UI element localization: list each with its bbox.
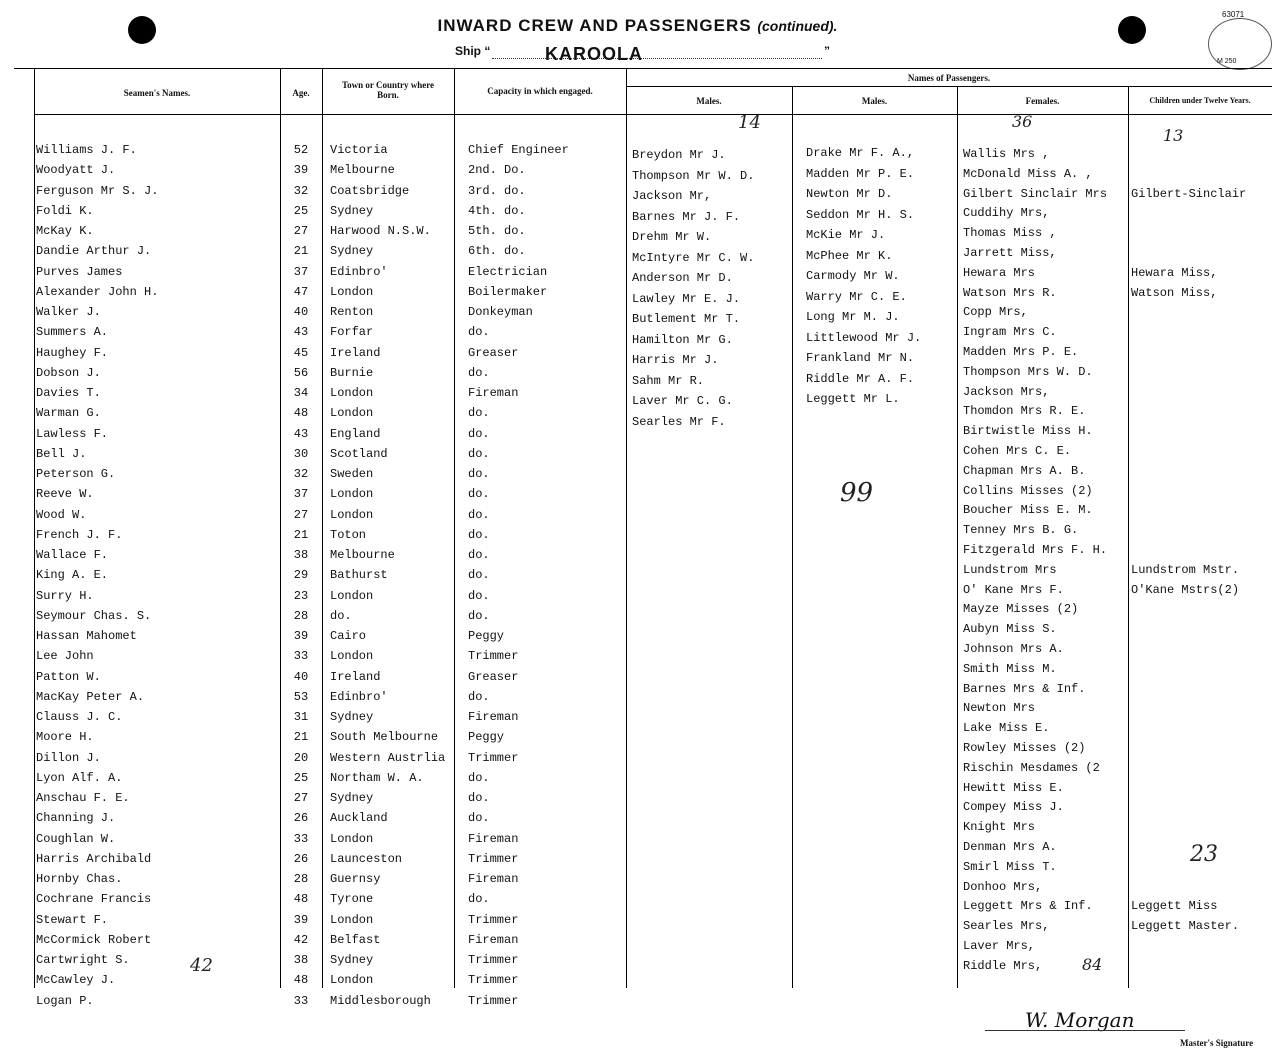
male-passenger: Carmody Mr W. (806, 269, 900, 283)
crew-name: Williams J. F. (36, 143, 137, 157)
crew-age: 32 (293, 467, 309, 481)
crew-age: 23 (293, 588, 309, 603)
male-passenger: Searles Mr F. (632, 414, 726, 429)
male-passenger: McPhee Mr K. (806, 248, 893, 263)
female-passenger: Copp Mrs, (963, 305, 1028, 320)
crew-town: London (330, 406, 374, 421)
crew-capacity: do. (468, 548, 490, 562)
master-signature: W. Morgan (1025, 1008, 1135, 1032)
female-passenger: Knight Mrs (963, 820, 1036, 835)
female-passenger: Johnson Mrs A. (963, 642, 1064, 656)
female-passenger: Gilbert Sinclair Mrs (963, 186, 1108, 201)
male-passenger: Warry Mr C. E. (806, 289, 907, 304)
crew-town: Melbourne (330, 163, 395, 178)
crew-name: King A. E. (36, 568, 109, 583)
crew-name: Alexander John H. (36, 284, 159, 299)
crew-town: Scotland (330, 446, 388, 461)
crew-age: 37 (293, 487, 309, 502)
col-divider-age (280, 68, 281, 988)
crew-capacity: Trimmer (468, 851, 519, 866)
header-bottom-border (34, 114, 1272, 115)
crew-name: Hassan Mahomet (36, 629, 137, 643)
crew-name: MacKay Peter A. (36, 689, 145, 704)
crew-age: 32 (293, 183, 309, 198)
female-passenger: Fitzgerald Mrs F. H. (963, 543, 1108, 557)
crew-town: London (330, 487, 374, 502)
crew-capacity: do. (468, 770, 490, 785)
crew-capacity: do. (468, 467, 490, 481)
crew-capacity: Fireman (468, 872, 519, 886)
crew-name: Peterson G. (36, 467, 116, 481)
crew-name: French J. F. (36, 527, 123, 542)
crew-age: 30 (293, 446, 309, 461)
female-passenger: McDonald Miss A. , (963, 166, 1093, 181)
crew-age: 31 (293, 710, 309, 724)
child-passenger: Watson Miss, (1131, 285, 1218, 300)
crew-name: Wallace F. (36, 548, 109, 562)
crew-age: 29 (293, 568, 309, 583)
col-divider-females (957, 86, 958, 988)
crew-capacity: do. (468, 608, 490, 623)
crew-town: Auckland (330, 811, 388, 826)
crew-age: 34 (293, 386, 309, 400)
ship-dotted-line (492, 44, 822, 59)
crew-age: 25 (293, 770, 309, 785)
crew-name: Patton W. (36, 669, 101, 684)
crew-town: Edinbro' (330, 689, 388, 704)
crew-town: Burnie (330, 365, 374, 380)
crew-name: McKay K. (36, 224, 94, 238)
female-passenger: O' Kane Mrs F. (963, 582, 1064, 597)
ship-name: KAROOLA (545, 44, 643, 64)
male-passenger: Laver Mr C. G. (632, 394, 733, 408)
female-passenger: Ingram Mrs C. (963, 325, 1057, 340)
female-passenger: Boucher Miss E. M. (963, 503, 1093, 518)
col-divider-left (34, 68, 35, 988)
crew-age: 40 (293, 305, 309, 319)
crew-age: 39 (293, 163, 309, 178)
crew-town: South Melbourne (330, 730, 439, 745)
crew-capacity: Trimmer (468, 973, 519, 988)
crew-age: 37 (293, 264, 309, 279)
crew-capacity: Trimmer (468, 953, 519, 967)
page-title: INWARD CREW AND PASSENGERS (continued). (437, 16, 838, 35)
crew-town: Sweden (330, 467, 374, 481)
crew-name: Anschau F. E. (36, 791, 130, 805)
male-passenger: Madden Mr P. E. (806, 166, 915, 181)
crew-age: 39 (293, 912, 309, 927)
crew-age: 38 (293, 953, 309, 967)
female-passenger: Chapman Mrs A. B. (963, 463, 1086, 478)
female-passenger: Riddle Mrs, (963, 958, 1043, 973)
male-passenger: Butlement Mr T. (632, 312, 741, 326)
crew-capacity: do. (468, 568, 490, 583)
crew-town: Sydney (330, 791, 374, 805)
crew-town: Renton (330, 305, 374, 319)
crew-name: Bell J. (36, 446, 87, 461)
crew-age: 40 (293, 669, 309, 684)
male-passenger: Riddle Mr A. F. (806, 371, 915, 386)
crew-margin-note: 42 (190, 955, 213, 976)
crew-capacity: Greaser (468, 345, 519, 360)
crew-town: Sydney (330, 203, 374, 218)
female-passenger: Searles Mrs, (963, 919, 1050, 934)
male-passenger: Drake Mr F. A., (806, 146, 915, 160)
crew-capacity: do. (468, 446, 490, 461)
signature-label: Master's Signature (1180, 1038, 1254, 1048)
female-passenger: Jarrett Miss, (963, 246, 1057, 260)
crew-capacity: do. (468, 689, 490, 704)
female-passenger: Cuddihy Mrs, (963, 206, 1050, 221)
female-passenger: Hewitt Miss E. (963, 780, 1064, 795)
crew-age: 26 (293, 851, 309, 866)
crew-name: Cartwright S. (36, 953, 130, 967)
crew-name: Seymour Chas. S. (36, 608, 152, 623)
crew-age: 26 (293, 811, 309, 826)
female-passenger: Barnes Mrs & Inf. (963, 681, 1086, 696)
crew-name: Reeve W. (36, 487, 94, 502)
male-passenger: Littlewood Mr J. (806, 330, 922, 345)
crew-age: 21 (293, 527, 309, 542)
female-passenger: Thomdon Mrs R. E. (963, 404, 1086, 419)
crew-name: Ferguson Mr S. J. (36, 183, 159, 198)
crew-age: 47 (293, 284, 309, 299)
crew-town: London (330, 973, 374, 988)
crew-name: Walker J. (36, 305, 101, 319)
crew-age: 33 (293, 831, 309, 846)
crew-town: Sydney (330, 710, 374, 724)
crew-capacity: Peggy (468, 730, 505, 745)
crew-capacity: Fireman (468, 932, 519, 947)
crew-name: Dandie Arthur J. (36, 244, 152, 259)
male-passenger: Jackson Mr, (632, 189, 712, 203)
crew-town: Victoria (330, 143, 388, 157)
crew-capacity: Boilermaker (468, 284, 548, 299)
child-passenger: Gilbert-Sinclair (1131, 186, 1247, 201)
male-passenger: Breydon Mr J. (632, 148, 726, 162)
crew-age: 42 (293, 932, 309, 947)
crew-town: London (330, 386, 374, 400)
crew-capacity: Chief Engineer (468, 143, 569, 157)
crew-name: McCawley J. (36, 973, 116, 988)
crew-capacity: do. (468, 588, 490, 603)
crew-age: 27 (293, 507, 309, 522)
crew-town: Middlesborough (330, 993, 431, 1008)
crew-capacity: do. (468, 507, 490, 522)
male-passenger: Leggett Mr L. (806, 392, 900, 406)
crew-town: do. (330, 608, 352, 623)
crew-name: Cochrane Francis (36, 892, 152, 907)
crew-age: 39 (293, 629, 309, 643)
females-count-note: 36 (1012, 112, 1033, 131)
crew-name: Davies T. (36, 386, 101, 400)
crew-capacity: Electrician (468, 264, 548, 279)
crew-town: Edinbro' (330, 264, 388, 279)
crew-town: London (330, 649, 374, 664)
child-passenger: Hewara Miss, (1131, 265, 1218, 280)
female-passenger: Lake Miss E. (963, 721, 1050, 736)
male-passenger: Drehm Mr W. (632, 230, 712, 244)
crew-name: Lawless F. (36, 426, 109, 441)
crew-age: 33 (293, 993, 309, 1008)
female-passenger: Madden Mrs P. E. (963, 345, 1079, 359)
crew-town: Toton (330, 527, 367, 542)
male-passenger: Long Mr M. J. (806, 310, 900, 324)
crew-age: 48 (293, 973, 309, 988)
crew-capacity: Trimmer (468, 993, 519, 1008)
female-passenger: Cohen Mrs C. E. (963, 444, 1072, 458)
male-passenger: Frankland Mr N. (806, 351, 915, 365)
table-top-border (14, 68, 1272, 69)
crew-name: Haughey F. (36, 345, 109, 360)
crew-name: Lee John (36, 649, 94, 664)
header-town: Town or Country where Born. (341, 80, 435, 100)
crew-age: 33 (293, 649, 309, 664)
crew-capacity: 3rd. do. (468, 183, 526, 198)
child-passenger: Leggett Master. (1131, 919, 1240, 934)
crew-capacity: Trimmer (468, 649, 519, 664)
crew-town: London (330, 912, 374, 927)
stamp-code: M 250 (1217, 58, 1237, 65)
crew-age: 25 (293, 203, 309, 218)
crew-town: Cairo (330, 629, 367, 643)
female-passenger: Leggett Mrs & Inf. (963, 899, 1093, 914)
crew-capacity: 4th. do. (468, 203, 526, 218)
crew-age: 56 (293, 365, 309, 380)
crew-town: Sydney (330, 953, 374, 967)
crew-town: Western Austrlia (330, 750, 446, 765)
male-passenger: Seddon Mr H. S. (806, 207, 915, 222)
child-passenger: Lundstrom Mstr. (1131, 562, 1240, 577)
crew-town: Northam W. A. (330, 770, 424, 785)
crew-town: Launceston (330, 851, 403, 866)
crew-age: 28 (293, 608, 309, 623)
crew-town: Ireland (330, 345, 381, 360)
crew-town: Forfar (330, 325, 374, 340)
children-count-note: 13 (1163, 126, 1184, 145)
crew-name: Clauss J. C. (36, 710, 123, 724)
col-divider-passengers (626, 68, 627, 988)
crew-name: Dobson J. (36, 365, 101, 380)
crew-name: Lyon Alf. A. (36, 770, 123, 785)
crew-town: London (330, 507, 374, 522)
crew-town: London (330, 588, 374, 603)
crew-age: 21 (293, 244, 309, 259)
crew-capacity: Trimmer (468, 750, 519, 765)
header-females: Females. (1025, 96, 1060, 106)
ship-label: Ship “ (455, 44, 491, 58)
form-number: 63071 (1222, 10, 1245, 19)
crew-age: 43 (293, 325, 309, 340)
crew-age: 43 (293, 426, 309, 441)
crew-name: Channing J. (36, 811, 116, 826)
female-passenger: Newton Mrs (963, 701, 1036, 716)
female-passenger: Compey Miss J. (963, 800, 1064, 815)
crew-age: 21 (293, 730, 309, 745)
crew-name: Warman G. (36, 406, 101, 421)
female-passenger: Jackson Mrs, (963, 384, 1050, 399)
crew-town: Ireland (330, 669, 381, 684)
female-passenger: Laver Mrs, (963, 939, 1036, 953)
crew-age: 20 (293, 750, 309, 765)
male-passenger: Lawley Mr E. J. (632, 291, 741, 306)
crew-age: 38 (293, 548, 309, 562)
crew-capacity: do. (468, 892, 490, 907)
crew-age: 45 (293, 345, 309, 360)
crew-age: 48 (293, 892, 309, 907)
crew-capacity: Donkeyman (468, 305, 533, 319)
crew-age: 48 (293, 406, 309, 421)
crew-capacity: Peggy (468, 629, 505, 643)
signature-line (985, 1030, 1185, 1031)
col-divider-capacity (454, 68, 455, 988)
crew-name: Foldi K. (36, 203, 94, 218)
female-passenger: Donhoo Mrs, (963, 879, 1043, 894)
female-passenger: Thompson Mrs W. D. (963, 364, 1093, 379)
header-children: Children under Twelve Years. (1149, 96, 1251, 105)
male-passenger: Harris Mr J. (632, 353, 719, 367)
female-passenger: Tenney Mrs B. G. (963, 523, 1079, 538)
crew-capacity: do. (468, 487, 490, 502)
females-total-note: 84 (1082, 955, 1103, 974)
female-passenger: Rowley Misses (2) (963, 741, 1086, 755)
crew-town: Belfast (330, 932, 381, 947)
crew-town: Coatsbridge (330, 183, 410, 198)
male-passenger: Newton Mr D. (806, 187, 893, 201)
female-passenger: Smith Miss M. (963, 661, 1057, 676)
crew-capacity: 6th. do. (468, 244, 526, 259)
col-divider-males2 (792, 86, 793, 988)
crew-town: England (330, 426, 381, 441)
crew-count-note: 99 (840, 478, 874, 508)
crew-name: McCormick Robert (36, 932, 152, 947)
child-passenger: Leggett Miss (1131, 899, 1218, 914)
crew-name: Dillon J. (36, 750, 101, 765)
crew-capacity: do. (468, 365, 490, 380)
crew-town: London (330, 284, 374, 299)
crew-name: Stewart F. (36, 912, 109, 927)
female-passenger: Hewara Mrs (963, 265, 1036, 280)
header-males-2: Males. (861, 96, 888, 106)
crew-capacity: Fireman (468, 710, 519, 724)
header-seamen: Seamen's Names. (123, 88, 191, 98)
crew-capacity: do. (468, 791, 490, 805)
male-passenger: Anderson Mr D. (632, 271, 733, 285)
header-males-1: Males. (696, 96, 722, 106)
crew-town: London (330, 831, 374, 846)
female-passenger: Smirl Miss T. (963, 859, 1057, 874)
female-passenger: Denman Mrs A. (963, 840, 1057, 854)
male-passenger: Thompson Mr W. D. (632, 168, 755, 183)
male-passenger: McIntyre Mr C. W. (632, 250, 755, 265)
header-capacity: Capacity in which engaged. (487, 86, 593, 96)
crew-town: Guernsy (330, 872, 381, 886)
female-passenger: Mayze Misses (2) (963, 602, 1079, 617)
crew-capacity: Fireman (468, 831, 519, 846)
female-passenger: Watson Mrs R. (963, 285, 1057, 300)
female-passenger: Rischin Mesdames (2 (963, 760, 1100, 775)
crew-name: Summers A. (36, 325, 109, 340)
males1-count-note: 14 (738, 112, 761, 133)
crew-capacity: Trimmer (468, 912, 519, 927)
crew-town: Melbourne (330, 548, 395, 562)
female-passenger: Thomas Miss , (963, 226, 1057, 241)
header-age: Age. (292, 88, 310, 98)
crew-name: Hornby Chas. (36, 872, 123, 886)
crew-town: Tyrone (330, 892, 374, 907)
crew-capacity: do. (468, 426, 490, 441)
female-passenger: Birtwistle Miss H. (963, 424, 1093, 439)
male-passenger: McKie Mr J. (806, 228, 886, 242)
crew-town: Harwood N.S.W. (330, 224, 431, 238)
female-passenger: Aubyn Miss S. (963, 622, 1057, 637)
col-divider-town (322, 68, 323, 988)
male-passenger: Barnes Mr J. F. (632, 209, 741, 224)
crew-age: 27 (293, 791, 309, 805)
crew-age: 52 (293, 143, 309, 157)
col-divider-children (1128, 86, 1129, 988)
header-passengers: Names of Passengers. (907, 73, 991, 83)
crew-capacity: do. (468, 811, 490, 826)
crew-name: Woodyatt J. (36, 163, 116, 178)
crew-town: Bathurst (330, 568, 388, 583)
ship-close-quote: ” (824, 44, 830, 58)
crew-age: 28 (293, 872, 309, 886)
crew-name: Wood W. (36, 507, 87, 522)
crew-name: Coughlan W. (36, 831, 116, 846)
child-passenger: O'Kane Mstrs(2) (1131, 582, 1240, 597)
crew-capacity: Fireman (468, 386, 519, 400)
male-passenger: Hamilton Mr G. (632, 332, 733, 347)
female-passenger: Lundstrom Mrs (963, 562, 1057, 577)
crew-name: Harris Archibald (36, 851, 152, 866)
crew-age: 53 (293, 689, 309, 704)
crew-town: Sydney (330, 244, 374, 259)
crew-name: Logan P. (36, 993, 94, 1008)
crew-capacity: 5th. do. (468, 224, 526, 238)
crew-capacity: do. (468, 527, 490, 542)
male-passenger: Sahm Mr R. (632, 373, 705, 388)
crew-age: 27 (293, 224, 309, 238)
female-passenger: Collins Misses (2) (963, 483, 1093, 498)
crew-capacity: do. (468, 325, 490, 340)
passenger-subheader-line (626, 86, 1272, 87)
crew-capacity: Greaser (468, 669, 519, 684)
female-passenger: Wallis Mrs , (963, 147, 1050, 161)
crew-name: Purves James (36, 264, 123, 279)
crew-capacity: 2nd. Do. (468, 163, 526, 178)
crew-name: Surry H. (36, 588, 94, 603)
children-total-note: 23 (1190, 842, 1218, 867)
crew-name: Moore H. (36, 730, 94, 745)
crew-capacity: do. (468, 406, 490, 421)
